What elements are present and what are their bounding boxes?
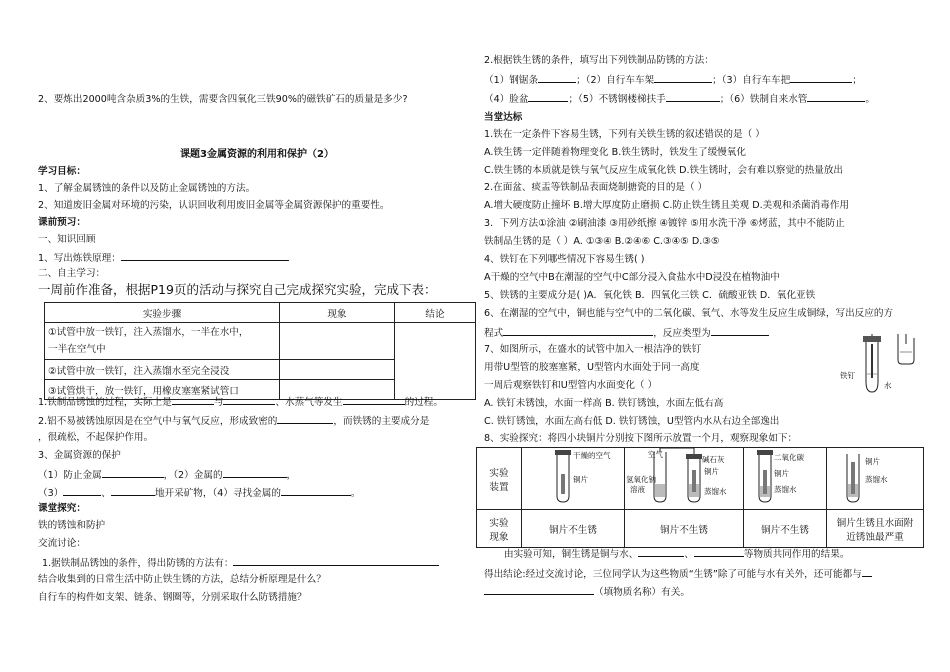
svg-text:蒸馏水: 蒸馏水 [865,475,888,484]
table-conclusion-cell[interactable] [395,323,476,400]
svg-text:溶液: 溶液 [630,485,645,494]
blank[interactable] [343,394,405,405]
blank[interactable] [503,325,653,336]
blank[interactable] [694,546,744,557]
blank[interactable] [711,325,769,336]
rust-method-line-1: （1）钢锯条 ；（2）自行车车架 ；（3）自行车车把 ； [484,72,862,87]
test-4: 4、铁钉在下列哪些情况下容易生锈( ) [484,254,645,265]
setup-3 [744,448,827,510]
label-nail: 铁钉 [840,371,855,380]
svg-text:蒸馏水: 蒸馏水 [774,485,797,494]
test-6: 6、在潮湿的空气中，铜也能与空气中的二氧化碳、氧气、水等发生反应生成铜绿，写出反应的方 [484,308,894,319]
test-1: 1.铁在一定条件下容易生锈，下列有关铁生锈的叙述错误的是（ ） [484,129,765,140]
row-label-result: 实验 现象 [477,510,522,548]
u-tube-figure [840,334,924,398]
test-8: 8、实验探究：将四小块铜片分别按下图所示放置一个月，观察现象如下： [484,433,798,444]
result-4: 铜片生锈且水面附 近锈蚀最严重 [827,510,924,548]
table-header-steps: 实验步骤 [45,303,280,323]
test-1-ab: A.铁生锈一定伴随着物理变化 B.铁生锈时，铁发生了缓慢氧化 [484,147,746,158]
ironmaking-label: 1、写出炼铁原理： [38,253,121,264]
test-7: 7、如图所示，在盛水的试管中加入一根洁净的铁钉 [484,344,702,355]
blank[interactable] [528,91,568,102]
table-row-1-step: ①试管中放一铁钉，注入蒸馏水，一半在水中， 一半在空气中 [45,323,280,360]
rust-process-line: 1.铁制品锈蚀的过程，实际上是 与 、水蒸气等发生 的过程。 [38,394,443,409]
test-7-b: 用带U型管的胶塞塞紧，U型管内水面处于同一高度 [484,362,700,373]
blank[interactable] [223,467,287,478]
week-prep: 一周前作准备，根据P19页的活动与探究自己完成探究实验，完成下表： [38,282,437,297]
ironmaking-line [38,250,289,265]
table-row-1-phenomenon[interactable] [280,323,395,360]
final-conclusion-2: （填物质名称）有关。 [484,584,690,599]
discussion-3: 自行车的构件如支架、链条、钢圈等，分别采取什么防锈措施？ [38,592,307,603]
protection-heading: 3、金属资源的保护 [38,450,121,461]
blank[interactable] [484,584,594,595]
table-row-3-step: ③试管烘干，放一铁钉，用橡皮塞塞紧试管口 [45,380,280,400]
svg-text:铜片: 铜片 [774,469,789,478]
aluminum-line-2: ，很疏松，不起保护作用。 [38,432,154,443]
class-heading: 课堂探究： [38,503,86,514]
svg-text:铜片: 铜片 [865,457,880,466]
svg-text:空气: 空气 [648,450,663,459]
test-2-options: A.增大硬度防止撞坏 B.增大厚度防止磨损 C.防止铁生锈且美观 D.美观和杀菌消毒作用 [484,200,850,211]
svg-text:碱石灰: 碱石灰 [702,455,725,464]
discussion-2: 结合收集到的日常生活中防止铁生锈的方法，总结分析原理是什么？ [38,574,326,585]
table-header-conclusion: 结论 [395,303,476,323]
table-row-2-phenomenon[interactable] [280,360,395,380]
test-4-options: A干燥的空气中B在潮湿的空气中C部分浸入食盐水中D浸没在植物油中 [484,272,780,283]
test-5: 5、铁锈的主要成分是( )A．氧化铁 B．四氧化三铁 C．硫酸亚铁 D．氧化亚铁 [484,290,816,301]
test-2: 2.在面盆、痰盂等铁制品表面烧制搪瓷的目的是（ ） [484,182,708,193]
rust-topic: 铁的锈蚀和防护 [38,520,106,531]
rust-method-line-2: （4）脸盆 ；（5）不锈钢楼梯扶手 ；（6）铁制自来水管 。 [484,91,875,106]
blank[interactable] [807,91,865,102]
svg-text:二氧化碳: 二氧化碳 [774,453,804,462]
svg-text:铜片: 铜片 [573,475,588,484]
question-2: 2、要炼出2000吨含杂质3%的生铁，需要含四氧化三铁90%的磁铁矿石的质量是多少? [38,94,408,105]
setup-4 [827,448,924,510]
blank[interactable] [277,413,333,424]
blank[interactable] [862,566,872,577]
test-6-equation: 程式 ，反应类型为 [484,325,769,340]
test-3-options: 铁制品生锈的是（ ）A. ①③④ B.②④⑥ C.③④⑤ D.③⑤ [484,236,720,247]
protection-line-1: （1）防止金属 ，（2）金属的 ， [38,467,296,482]
test-7-cd: C. 铁钉锈蚀，水面左高右低 D. 铁钉锈蚀，U型管内水从右边全部逸出 [484,416,780,427]
experiment-table [44,302,476,400]
protection-line-2: （3） 、 地开采矿物，（4）寻找金属的 。 [38,485,361,500]
row-label-setup: 实验 装置 [477,448,522,510]
svg-text:氢氧化钠: 氢氧化钠 [626,475,656,484]
blank[interactable] [233,555,439,566]
target-heading: 当堂达标 [484,112,523,123]
blank[interactable] [111,485,155,496]
test-7-c: 一周后观察铁钉和U型管内水面变化（ ） [484,380,658,391]
discussion-label: 交流讨论： [38,538,86,549]
blank[interactable] [654,72,712,83]
preview-heading: 课前预习： [38,217,86,228]
blank[interactable] [172,394,214,405]
rust-method-question: 2.根据铁生锈的条件，填写出下列铁制品防锈的方法： [484,55,714,66]
setup-1 [522,448,625,510]
blank[interactable] [638,546,684,557]
result-3: 铜片不生锈 [744,510,827,548]
table-header-phenomenon: 现象 [280,303,395,323]
svg-text:铜片: 铜片 [704,467,719,476]
table-row-2-step: ②试管中放一铁钉，注入蒸馏水至完全浸没 [45,360,280,380]
blank[interactable] [281,485,351,496]
setup-2 [625,448,744,510]
goal-1: 1、了解金属锈蚀的条件以及防止金属锈蚀的方法。 [38,183,256,194]
goals-heading: 学习目标： [38,166,86,177]
self-study: 二、自主学习： [38,268,106,279]
blank[interactable] [790,72,852,83]
ironmaking-blank[interactable] [121,250,289,261]
lesson-title: 课题3金属资源的利用和保护（2） [180,149,334,160]
blank[interactable] [63,485,101,496]
final-conclusion: 得出结论:经过交流讨论，三位同学认为这些物质“生锈”除了可能与水有关外，还可能都与 [484,566,872,581]
goal-2: 2、知道废旧金属对环境的污染，认识回收利用废旧金属等金属资源保护的重要性。 [38,200,390,211]
label-water: 水 [884,381,892,390]
blank[interactable] [102,467,164,478]
result-1: 铜片不生锈 [522,510,625,548]
test-1-cd: C.铁生锈的本质就是铁与氧气反应生成氧化铁 D.铁生锈时，会有难以察觉的热量放出 [484,165,844,176]
svg-text:蒸馏水: 蒸馏水 [704,487,727,496]
copper-experiment-table [476,447,924,548]
blank[interactable] [666,91,720,102]
test-3: 3．下列方法①涂油 ②刷油漆 ③用砂纸擦 ④镀锌 ⑤用水洗干净 ⑥烤蓝，其中不能防止 [484,218,845,229]
knowledge-review: 一、知识回顾 [38,234,96,245]
conclusion-line: 由实验可知，铜生锈是铜与水、 、 等物质共同作用的结果。 [504,546,849,561]
blank[interactable] [538,72,576,83]
svg-text:干燥的空气: 干燥的空气 [573,451,611,460]
discussion-1: 1.据铁制品锈蚀的条件，得出防锈的方法有： [42,555,439,570]
result-2: 铜片不生锈 [625,510,744,548]
aluminum-line: 2.铝不易被锈蚀原因是在空气中与氧气反应，形成致密的 ，而铁锈的主要成分是 [38,413,429,428]
blank[interactable] [223,394,275,405]
test-7-ab: A. 铁钉未锈蚀，水面一样高 B. 铁钉锈蚀，水面左低右高 [484,398,724,409]
